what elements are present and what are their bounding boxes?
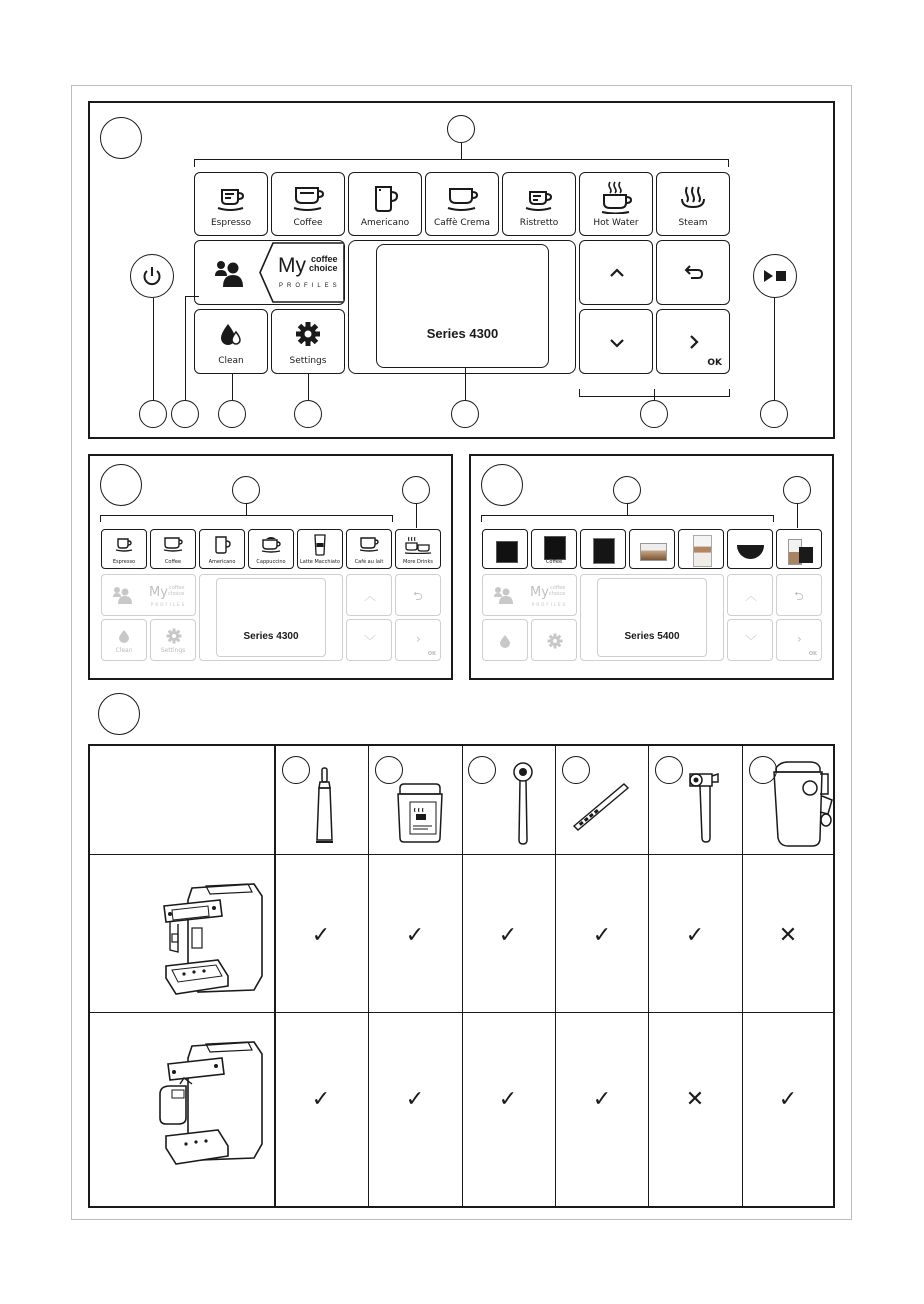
- coffee-icon: [162, 536, 184, 552]
- compat-mark: ✓: [311, 923, 331, 948]
- hot-water-label: Hot Water: [593, 218, 639, 228]
- profiles-button[interactable]: [101, 574, 196, 616]
- ok-button[interactable]: [656, 309, 730, 374]
- profiles-word: PROFILES: [532, 602, 568, 607]
- display-screen: [376, 244, 549, 368]
- callout-line: [185, 296, 199, 297]
- callout-circle: [100, 117, 142, 159]
- gear-icon: [166, 628, 182, 644]
- americano-button[interactable]: [348, 172, 422, 236]
- ok-button[interactable]: [776, 619, 822, 661]
- grease-tube-icon: [310, 766, 340, 846]
- americano-button[interactable]: [199, 529, 245, 569]
- my-label: My: [149, 585, 168, 600]
- callout-circle: [760, 400, 788, 428]
- settings-button[interactable]: [150, 619, 196, 661]
- cappuccino-cup-icon: [640, 543, 667, 561]
- compat-mark: ✓: [592, 1087, 612, 1112]
- choice-word: choice: [549, 591, 566, 597]
- coffee-word: coffee: [311, 254, 338, 264]
- chevron-up-icon: [609, 268, 625, 278]
- profiles-word: PROFILES: [151, 602, 187, 607]
- my-coffee-choice-profiles-button[interactable]: [194, 240, 345, 305]
- coffee-word: coffee: [550, 585, 566, 591]
- back-button[interactable]: [656, 240, 730, 305]
- settings-label: Settings: [289, 356, 327, 366]
- callout-circle: [375, 756, 403, 784]
- caffe-crema-icon: [426, 184, 498, 214]
- ok-label: OK: [707, 358, 722, 368]
- start-stop-button[interactable]: [753, 254, 797, 298]
- compat-mark: ✓: [498, 1087, 518, 1112]
- espresso-icon: [113, 536, 135, 552]
- my-choice-tab: [259, 242, 345, 303]
- coffee-button[interactable]: [150, 529, 196, 569]
- profiles-button[interactable]: [482, 574, 577, 616]
- display-model-text: Series 4300: [243, 631, 299, 642]
- bracket-drinks: [481, 515, 774, 522]
- callout-circle: [98, 693, 140, 735]
- up-button[interactable]: [727, 574, 773, 616]
- water-drop-icon: [499, 634, 513, 648]
- back-arrow-icon: ⮌: [413, 589, 423, 603]
- back-arrow-icon: ⮌: [794, 589, 804, 603]
- column-divider: [368, 746, 369, 1206]
- power-icon: [142, 265, 162, 287]
- row-divider: [90, 1012, 833, 1013]
- coffee-label: Coffee: [293, 218, 323, 228]
- chevron-down-icon: [609, 338, 625, 348]
- chevron-down-icon: ﹀: [364, 634, 377, 648]
- ristretto-label: Ristretto: [519, 218, 559, 228]
- display-screen: [597, 578, 707, 657]
- callout-circle: [171, 400, 199, 428]
- espresso-label: Espresso: [112, 559, 136, 565]
- coffee-icon: [272, 184, 344, 214]
- display-screen: [216, 578, 326, 657]
- latte-macchiato-icon: [313, 534, 327, 556]
- bracket-drinks: [194, 159, 729, 167]
- callout-line: [465, 367, 466, 400]
- callout-circle: [468, 756, 496, 784]
- callout-circle: [294, 400, 322, 428]
- clean-button[interactable]: [482, 619, 528, 661]
- compat-mark: ✓: [405, 1087, 425, 1112]
- gear-icon: [272, 321, 344, 351]
- cappuccino-button[interactable]: [248, 529, 294, 569]
- callout-circle: [282, 756, 310, 784]
- espresso-photo-button[interactable]: [482, 529, 528, 569]
- espresso-button[interactable]: [101, 529, 147, 569]
- back-arrow-icon: [683, 264, 705, 280]
- compat-mark: ✓: [592, 923, 612, 948]
- callout-circle: [232, 476, 260, 504]
- column-divider: [274, 746, 276, 1206]
- water-drop-icon: [195, 322, 267, 352]
- americano-photo-button[interactable]: [580, 529, 626, 569]
- compat-mark: ✓: [405, 923, 425, 948]
- ok-label: OK: [808, 651, 817, 657]
- down-button[interactable]: [727, 619, 773, 661]
- accessories-compatibility-table: [88, 744, 835, 1208]
- coffee-word: coffee: [169, 585, 185, 591]
- more-drinks-cup-icon: [799, 547, 813, 563]
- coffee-machine-carafe-icon: [156, 1038, 268, 1178]
- power-button[interactable]: [130, 254, 174, 298]
- milk-carafe-icon: [762, 754, 834, 850]
- play-pause-icon: [763, 270, 787, 282]
- more-drinks-icon: [404, 536, 432, 554]
- my-label: My: [530, 585, 549, 600]
- hot-water-button[interactable]: [579, 172, 653, 236]
- coffee-label: Coffee: [164, 559, 182, 565]
- cappuccino-label: Cappuccino: [256, 559, 286, 565]
- compat-mark: ✓: [685, 923, 705, 948]
- coffee-machine-frother-icon: [158, 880, 268, 1010]
- latte-macchiato-button[interactable]: [297, 529, 343, 569]
- callout-line: [416, 504, 417, 528]
- gear-icon: [547, 633, 563, 649]
- clean-button[interactable]: [194, 309, 268, 374]
- latte-macchiato-photo-button[interactable]: [678, 529, 724, 569]
- cafe-au-lait-bowl-icon: [737, 545, 764, 559]
- water-filter-icon: [390, 782, 450, 844]
- choice-word: choice: [168, 591, 185, 597]
- clean-label: Clean: [115, 647, 133, 654]
- callout-line: [654, 389, 655, 400]
- cafe-au-lait-label: Café au lait: [354, 559, 384, 565]
- bracket-drinks: [100, 515, 393, 522]
- more-drinks-photo-button[interactable]: [776, 529, 822, 569]
- americano-label: Americano: [360, 218, 410, 228]
- more-drinks-button[interactable]: [395, 529, 441, 569]
- callout-line: [461, 143, 462, 159]
- caffe-crema-label: Caffè Crema: [433, 218, 490, 228]
- chevron-down-icon: ﹀: [745, 634, 758, 648]
- column-divider: [462, 746, 463, 1206]
- back-button[interactable]: [776, 574, 822, 616]
- chevron-right-icon: [689, 334, 699, 350]
- compat-mark: ✓: [498, 923, 518, 948]
- compat-mark: ✓: [311, 1087, 331, 1112]
- control-panel-series-5400: [469, 454, 834, 680]
- callout-line: [232, 374, 233, 400]
- americano-label: Americano: [208, 559, 236, 565]
- coffee-button[interactable]: [271, 172, 345, 236]
- user-profiles-icon: [112, 586, 134, 604]
- chevron-right-icon: ›: [416, 632, 421, 646]
- steam-icon: [657, 184, 729, 214]
- clean-button[interactable]: [101, 619, 147, 661]
- callout-circle: [402, 476, 430, 504]
- callout-circle: [218, 400, 246, 428]
- callout-circle: [447, 115, 475, 143]
- cappuccino-icon: [260, 536, 282, 554]
- compat-mark: ✕: [778, 923, 798, 948]
- callout-line: [308, 374, 309, 400]
- profiles-word: PROFILES: [279, 283, 341, 289]
- caffe-crema-button[interactable]: [425, 172, 499, 236]
- callout-line: [185, 296, 186, 400]
- espresso-icon: [195, 184, 267, 214]
- callout-circle: [451, 400, 479, 428]
- callout-line: [797, 504, 798, 528]
- milk-frother-icon: [682, 764, 722, 844]
- cafe-au-lait-button[interactable]: [346, 529, 392, 569]
- settings-label: Settings: [160, 647, 186, 654]
- hot-water-icon: [580, 180, 652, 210]
- cafe-au-lait-icon: [358, 536, 380, 552]
- display-frame: [348, 240, 576, 374]
- row-divider: [90, 854, 833, 855]
- americano-icon: [211, 536, 233, 554]
- coffee-label: Coffee: [545, 559, 563, 565]
- choice-word: choice: [309, 263, 338, 273]
- callout-circle: [783, 476, 811, 504]
- cafe-au-lait-photo-button[interactable]: [727, 529, 773, 569]
- callout-circle: [655, 756, 683, 784]
- display-model-text: Series 5400: [624, 631, 680, 642]
- up-button[interactable]: [346, 574, 392, 616]
- espresso-glass-icon: [496, 541, 518, 563]
- column-divider: [555, 746, 556, 1206]
- callout-circle: [100, 464, 142, 506]
- coffee-photo-button[interactable]: [531, 529, 577, 569]
- callout-circle: [481, 464, 523, 506]
- callout-circle: [640, 400, 668, 428]
- callout-circle: [613, 476, 641, 504]
- coffee-glass-icon: [544, 536, 566, 560]
- callout-circle: [139, 400, 167, 428]
- down-button[interactable]: [346, 619, 392, 661]
- down-button[interactable]: [579, 309, 653, 374]
- ok-label: OK: [427, 651, 436, 657]
- espresso-label: Espresso: [210, 218, 251, 228]
- water-drop-icon: [118, 629, 132, 643]
- callout-circle: [562, 756, 590, 784]
- callout-line: [153, 298, 154, 400]
- steam-label: Steam: [678, 218, 708, 228]
- ristretto-button[interactable]: [502, 172, 576, 236]
- measuring-scoop-icon: [508, 760, 538, 846]
- chevron-up-icon: ︿: [745, 589, 758, 603]
- espresso-button[interactable]: [194, 172, 268, 236]
- chevron-up-icon: ︿: [364, 589, 377, 603]
- steam-button[interactable]: [656, 172, 730, 236]
- latte-macchiato-label: Latte Macchiato: [300, 559, 340, 565]
- control-panel-series-4300: [88, 454, 453, 680]
- column-divider: [648, 746, 649, 1206]
- up-button[interactable]: [579, 240, 653, 305]
- compat-mark: ✓: [778, 1087, 798, 1112]
- settings-button[interactable]: [271, 309, 345, 374]
- americano-mug-icon: [593, 538, 615, 564]
- clean-label: Clean: [218, 356, 244, 366]
- cappuccino-photo-button[interactable]: [629, 529, 675, 569]
- chevron-right-icon: ›: [797, 632, 802, 646]
- user-profiles-icon: [213, 259, 247, 289]
- compat-mark: ✕: [685, 1087, 705, 1112]
- control-panel-main: [88, 101, 835, 439]
- callout-line: [774, 298, 775, 400]
- settings-button[interactable]: [531, 619, 577, 661]
- back-button[interactable]: [395, 574, 441, 616]
- display-frame: [199, 574, 343, 661]
- display-model-text: Series 4300: [426, 326, 499, 341]
- my-label: My: [278, 254, 306, 277]
- ristretto-icon: [503, 184, 575, 214]
- americano-icon: [349, 184, 421, 214]
- column-divider: [742, 746, 743, 1206]
- more-drinks-label: More Drinks: [403, 559, 433, 565]
- user-profiles-icon: [493, 586, 515, 604]
- latte-glass-icon: [693, 535, 712, 567]
- ok-button[interactable]: [395, 619, 441, 661]
- display-frame: [580, 574, 724, 661]
- hardness-test-strip-icon: [570, 782, 630, 832]
